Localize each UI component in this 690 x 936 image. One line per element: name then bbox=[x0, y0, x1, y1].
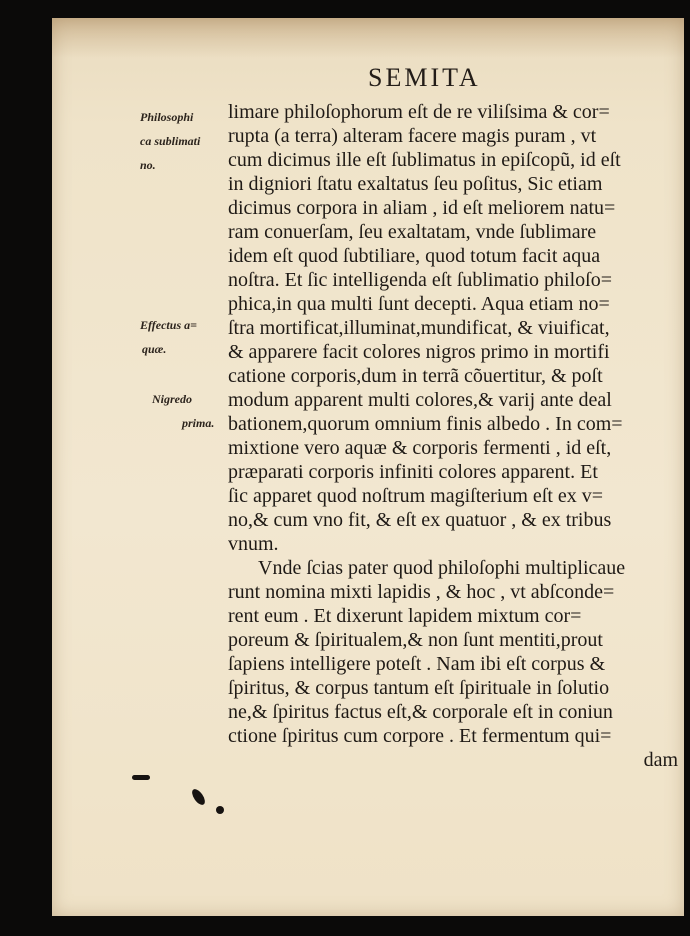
margin-note: no. bbox=[140, 158, 156, 172]
text-line: phica,in qua multi ſunt decepti. Aqua etiam no= bbox=[228, 293, 610, 315]
book-page bbox=[52, 18, 684, 916]
text-line: limare philoſophorum eſt de re viliſsima & cor= bbox=[228, 101, 610, 123]
ink-blot bbox=[216, 806, 224, 814]
text-line: & apparere facit colores nigros primo in mortifi bbox=[228, 341, 610, 363]
text-line: dicimus corpora in aliam , id eſt meliorem natu= bbox=[228, 197, 616, 219]
text-line: rent eum . Et dixerunt lapidem mixtum cor= bbox=[228, 605, 582, 627]
text-line: præparati corporis infiniti colores apparent. Et bbox=[228, 461, 598, 483]
text-line: poreum & ſpiritualem,& non ſunt mentiti,prout bbox=[228, 629, 603, 651]
text-line: cum dicimus ille eſt ſublimatus in epiſcopũ, id eſt bbox=[228, 149, 621, 171]
text-line: ſapiens intelligere poteſt . Nam ibi eſt corpus & bbox=[228, 653, 606, 675]
text-line: ſtra mortificat,illuminat,mundificat, & viuificat, bbox=[228, 317, 610, 339]
text-line: in digniori ſtatu exaltatus ſeu poſitus, Sic etiam bbox=[228, 173, 603, 195]
text-line: noſtra. Et ſic intelligenda eſt ſublimatio philoſo= bbox=[228, 269, 612, 291]
text-line: no,& cum vno fit, & eſt ex quatuor , & ex tribus bbox=[228, 509, 612, 531]
text-line: ne,& ſpiritus factus eſt,& corporale eſt in coniun bbox=[228, 701, 613, 723]
margin-note: quæ. bbox=[142, 342, 167, 356]
margin-note: Nigredo bbox=[152, 392, 192, 406]
ink-blot bbox=[132, 775, 150, 780]
text-line: catione corporis,dum in terrã cõuertitur, & poſt bbox=[228, 365, 603, 387]
running-head: SEMITA bbox=[368, 63, 481, 92]
text-line: ctione ſpiritus cum corpore . Et fermentum qui= bbox=[228, 725, 612, 747]
ink-blot bbox=[190, 787, 208, 807]
margin-note: Effectus a= bbox=[140, 318, 197, 332]
text-line: Vnde ſcias pater quod philoſophi multiplicaue bbox=[258, 557, 626, 579]
text-line: ram conuerſam, ſeu exaltatam, vnde ſublimare bbox=[228, 221, 597, 243]
text-line: ſpiritus, & corpus tantum eſt ſpirituale in ſolutio bbox=[228, 677, 610, 699]
margin-note: Philosophi bbox=[140, 110, 194, 124]
text-line: mixtione vero aquæ & corporis fermenti , id eſt, bbox=[228, 437, 612, 459]
text-line: bationem,quorum omnium finis albedo . In com= bbox=[228, 413, 623, 435]
text-line: modum apparent multi colores,& varij ante deal bbox=[228, 389, 612, 411]
margin-note: ca sublimati bbox=[140, 134, 201, 148]
text-line: rupta (a terra) alteram facere magis puram , vt bbox=[228, 125, 597, 147]
margin-note: prima. bbox=[182, 416, 215, 430]
text-line: runt nomina mixti lapidis , & hoc , vt abſconde= bbox=[228, 581, 615, 603]
text-line: idem eſt quod ſubtiliare, quod totum facit aqua bbox=[228, 245, 601, 267]
catchword: dam bbox=[643, 749, 678, 771]
text-line: ſic apparet quod noſtrum magiſterium eſt ex v= bbox=[228, 485, 604, 507]
text-line: vnum. bbox=[228, 533, 279, 555]
